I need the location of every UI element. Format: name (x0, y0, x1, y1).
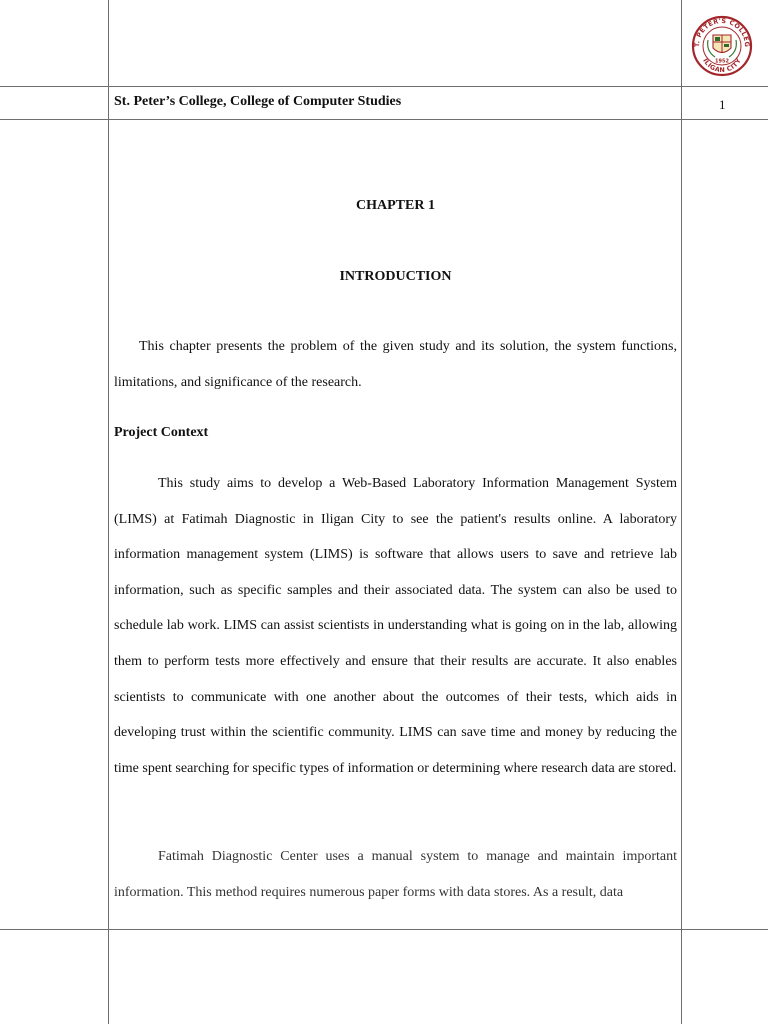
header-institution: St. Peter’s College, College of Computer Studies (114, 94, 402, 109)
seal-text-top: T. PETER'S COLLEG (692, 16, 752, 48)
seal-text-bottom: ILIGAN CITY (701, 56, 743, 75)
chapter-title: INTRODUCTION (339, 269, 452, 284)
right-margin-line (681, 0, 682, 1024)
section-heading: Project Context (114, 425, 209, 440)
paragraph-project-context-2: Fatimah Diagnostic Center uses a manual system to manage and maintain important information. This method requires numerous paper forms with data stores. As a result, data (114, 849, 677, 900)
chapter-label: CHAPTER 1 (356, 198, 435, 213)
page-number: 1 (719, 97, 726, 112)
intro-paragraph: This chapter presents the problem of the given study and its solution, the system functions, limitations, and significance of the research. (114, 339, 677, 390)
header-top-line (0, 86, 768, 87)
paragraph-project-context-1: This study aims to develop a Web-Based Laboratory Information Management System (LIMS) at Fatimah Diagnostic in Iligan City to see the patient's results online. A laboratory information management system (LIMS) is software that allows users to save and retrieve lab information, such as specific samples and their associated data. The system can also be used to schedule lab work. LIMS can assist scientists in understanding what is going on in the lab, allowing them to perform tests more effectively and ensure that their results are accurate. It also enables scientists to communicate with one another about the outcomes of their tests, which aids in developing trust within the scientific community. LIMS can save time and money by reducing the time spent searching for specific types of information or determining where research data are stored. (114, 476, 677, 776)
left-margin-line (108, 0, 109, 1024)
seal-year: 1952 (715, 58, 729, 65)
footer-line (0, 929, 768, 930)
header-bottom-line (0, 119, 768, 120)
college-seal-icon (686, 15, 758, 77)
